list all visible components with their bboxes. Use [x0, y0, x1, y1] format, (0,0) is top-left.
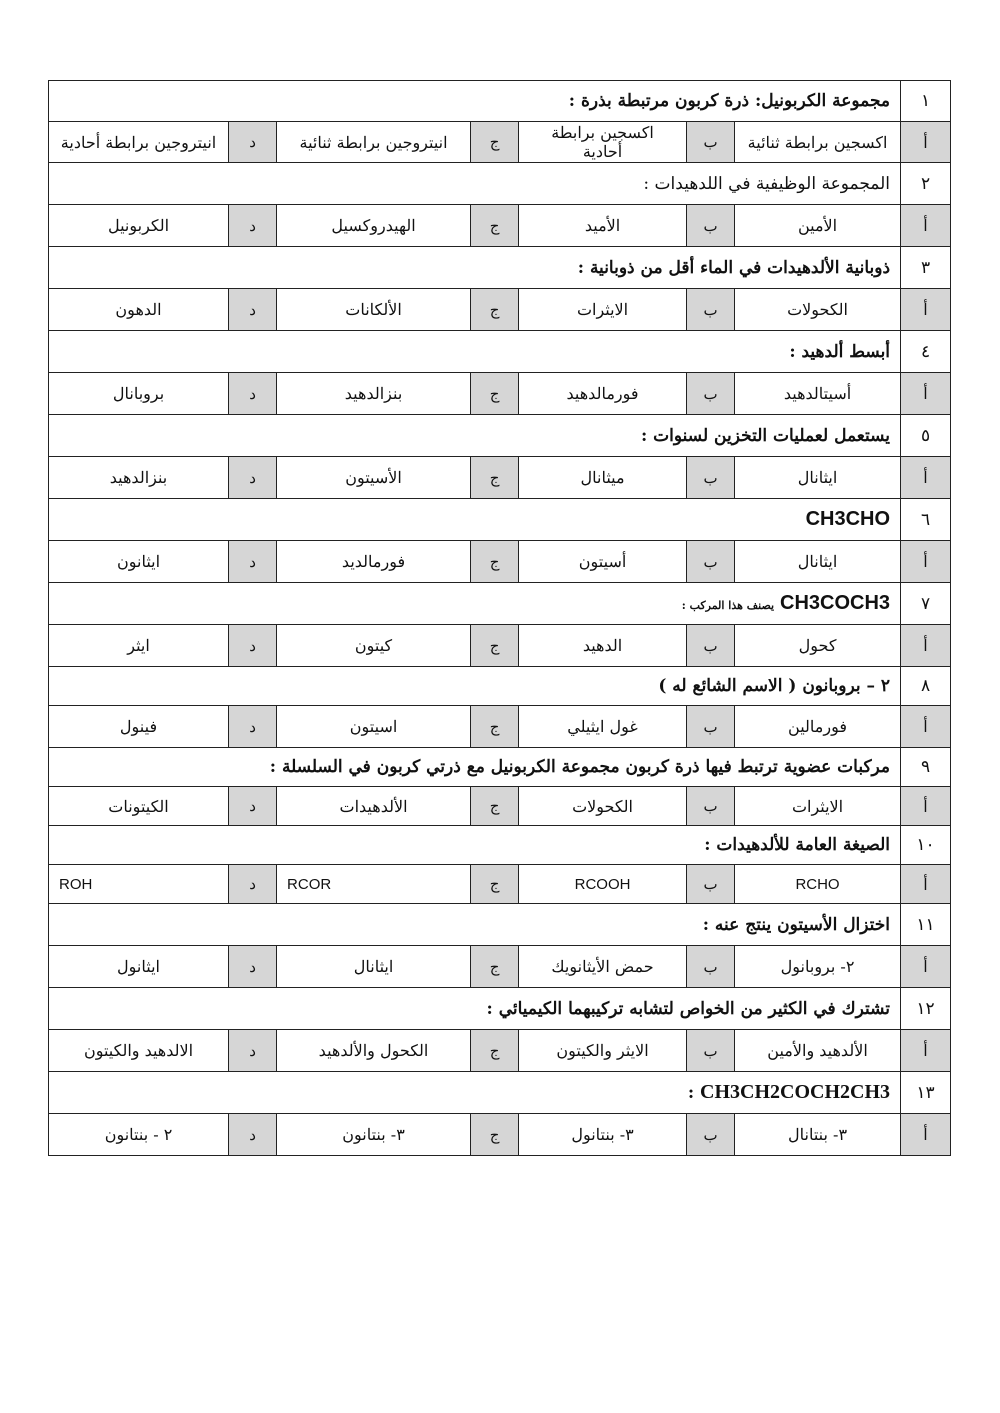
option-label-c: ج	[471, 1030, 519, 1072]
question-row	[49, 583, 951, 625]
question-row	[49, 247, 951, 289]
question-suffix: يصنف هذا المركب :	[681, 599, 775, 612]
option-label-c: ج	[471, 625, 519, 667]
answer-row	[49, 373, 951, 415]
answer-row	[49, 1030, 951, 1072]
option-c[interactable]: ٣- بنتانون	[277, 1114, 471, 1156]
option-label-b: ب	[687, 373, 735, 415]
option-label-a: أ	[901, 865, 951, 904]
option-label-a: أ	[901, 625, 951, 667]
option-d[interactable]: ايثانول	[49, 946, 229, 988]
question-row	[49, 331, 951, 373]
question-text: تشترك في الكثير من الخواص لتشابه تركيبهما الكيميائي :	[49, 988, 901, 1030]
option-label-d: د	[229, 122, 277, 163]
option-label-d: د	[229, 625, 277, 667]
option-label-c: ج	[471, 1114, 519, 1156]
question-text	[49, 499, 901, 541]
question-row	[49, 904, 951, 946]
option-d[interactable]: ٢ - بنتانون	[49, 1114, 229, 1156]
option-label-d: د	[229, 205, 277, 247]
option-label-d: د	[229, 1030, 277, 1072]
chemical-formula: CH3COCH3	[780, 592, 891, 614]
option-c[interactable]: الهيدروكسيل	[277, 205, 471, 247]
option-label-b: ب	[687, 457, 735, 499]
option-b[interactable]: الأميد	[519, 205, 687, 247]
question-row	[49, 415, 951, 457]
option-label-c: ج	[471, 289, 519, 331]
answer-row	[49, 541, 951, 583]
option-d[interactable]: الدهون	[49, 289, 229, 331]
answer-row	[49, 1114, 951, 1156]
option-a[interactable]: الأمين	[735, 205, 901, 247]
option-a[interactable]: أسيتالدهيد	[735, 373, 901, 415]
option-c[interactable]: الألدهيدات	[277, 787, 471, 826]
answer-row	[49, 205, 951, 247]
option-label-b: ب	[687, 865, 735, 904]
question-text: المجموعة الوظيفية في اللدهيدات :	[49, 163, 901, 205]
option-label-b: ب	[687, 289, 735, 331]
option-label-b: ب	[687, 122, 735, 163]
option-label-d: د	[229, 541, 277, 583]
option-label-a: أ	[901, 457, 951, 499]
question-text: مجموعة الكربونيل: ذرة كربون مرتبطة بذرة :	[49, 81, 901, 122]
quiz-sheet	[48, 80, 950, 1156]
question-number: ١٣	[901, 1072, 951, 1114]
question-number: ٣	[901, 247, 951, 289]
option-label-d: د	[229, 1114, 277, 1156]
option-label-b: ب	[687, 1030, 735, 1072]
answer-row	[49, 706, 951, 748]
option-d[interactable]: بروبانال	[49, 373, 229, 415]
question-row	[49, 1072, 951, 1114]
option-label-d: د	[229, 289, 277, 331]
option-d[interactable]: بنزالدهيد	[49, 457, 229, 499]
option-b[interactable]: ٣- بنتانول	[519, 1114, 687, 1156]
option-c[interactable]: فورمالديد	[277, 541, 471, 583]
option-c[interactable]: بنزالدهيد	[277, 373, 471, 415]
option-a[interactable]: RCHO	[735, 865, 901, 904]
question-text: أبسط ألدهيد :	[49, 331, 901, 373]
option-label-d: د	[229, 787, 277, 826]
option-label-b: ب	[687, 706, 735, 748]
option-label-c: ج	[471, 122, 519, 163]
chemical-formula: CH3CH2COCH2CH3	[700, 1081, 891, 1103]
option-b[interactable]: الكحولات	[519, 787, 687, 826]
question-row	[49, 748, 951, 787]
option-d[interactable]: الكيتونات	[49, 787, 229, 826]
option-label-d: د	[229, 865, 277, 904]
option-label-b: ب	[687, 1114, 735, 1156]
option-label-c: ج	[471, 865, 519, 904]
option-a[interactable]: الألدهيد والأمين	[735, 1030, 901, 1072]
option-label-c: ج	[471, 373, 519, 415]
option-d[interactable]: انيتروجين برابطة أحادية	[49, 122, 229, 163]
question-text	[49, 583, 901, 625]
question-row	[49, 163, 951, 205]
option-label-a: أ	[901, 541, 951, 583]
question-number: ١١	[901, 904, 951, 946]
answer-row	[49, 457, 951, 499]
question-number: ٥	[901, 415, 951, 457]
option-label-d: د	[229, 946, 277, 988]
question-row	[49, 988, 951, 1030]
option-c[interactable]: انيتروجين برابطة ثنائية	[277, 122, 471, 163]
option-label-a: أ	[901, 1030, 951, 1072]
option-c[interactable]: ايثانال	[277, 946, 471, 988]
answer-row	[49, 865, 951, 904]
option-a[interactable]: ٣- بنتانال	[735, 1114, 901, 1156]
option-a[interactable]: فورمالين	[735, 706, 901, 748]
option-label-c: ج	[471, 787, 519, 826]
option-label-b: ب	[687, 625, 735, 667]
question-number: ٤	[901, 331, 951, 373]
option-a[interactable]: اكسجين برابطة ثنائية	[735, 122, 901, 163]
chemical-formula: CH3CHO	[805, 508, 891, 530]
question-text: يستعمل لعمليات التخزين لسنوات :	[49, 415, 901, 457]
option-label-a: أ	[901, 787, 951, 826]
option-b[interactable]: ميثانال	[519, 457, 687, 499]
option-label-c: ج	[471, 457, 519, 499]
option-label-d: د	[229, 457, 277, 499]
option-label-c: ج	[471, 706, 519, 748]
question-row	[49, 826, 951, 865]
answer-row	[49, 946, 951, 988]
option-b[interactable]: اكسجين برابطة أحادية	[519, 122, 687, 163]
option-label-c: ج	[471, 541, 519, 583]
question-row	[49, 667, 951, 706]
question-number: ٢	[901, 163, 951, 205]
question-text: ٢ – بروبانون ( الاسم الشائع له )	[49, 667, 901, 706]
question-row	[49, 81, 951, 122]
option-d[interactable]: ايثر	[49, 625, 229, 667]
option-label-b: ب	[687, 787, 735, 826]
option-label-b: ب	[687, 541, 735, 583]
quiz-table	[48, 80, 951, 1156]
option-c[interactable]: RCOR	[277, 865, 471, 904]
option-label-d: د	[229, 706, 277, 748]
option-a[interactable]: كحول	[735, 625, 901, 667]
option-label-b: ب	[687, 946, 735, 988]
option-c[interactable]: الكحول والألدهيد	[277, 1030, 471, 1072]
answer-row	[49, 122, 951, 163]
option-a[interactable]: الكحولات	[735, 289, 901, 331]
answer-row	[49, 625, 951, 667]
question-text: اختزال الأسيتون ينتج عنه :	[49, 904, 901, 946]
answer-row	[49, 787, 951, 826]
question-text	[49, 1072, 901, 1114]
option-label-c: ج	[471, 946, 519, 988]
option-a[interactable]: ايثانال	[735, 541, 901, 583]
option-label-a: أ	[901, 122, 951, 163]
question-text: مركبات عضوية ترتبط فيها ذرة كربون مجموعة الكربونيل مع ذرتي كربون في السلسلة :	[49, 748, 901, 787]
question-row	[49, 499, 951, 541]
option-a[interactable]: ٢- بروبانول	[735, 946, 901, 988]
option-d[interactable]: ROH	[49, 865, 229, 904]
option-d[interactable]: فينول	[49, 706, 229, 748]
option-b[interactable]: الايثرات	[519, 289, 687, 331]
option-c[interactable]: الأسيتون	[277, 457, 471, 499]
option-label-c: ج	[471, 205, 519, 247]
question-number: ٧	[901, 583, 951, 625]
option-label-a: أ	[901, 1114, 951, 1156]
question-text: ذوبانية الألدهيدات في الماء أقل من ذوبانية :	[49, 247, 901, 289]
option-c[interactable]: كيتون	[277, 625, 471, 667]
question-number: ١٢	[901, 988, 951, 1030]
option-a[interactable]: ايثانال	[735, 457, 901, 499]
option-label-a: أ	[901, 706, 951, 748]
option-c[interactable]: الألكانات	[277, 289, 471, 331]
option-b[interactable]: الدهيد	[519, 625, 687, 667]
option-a[interactable]: الايثرات	[735, 787, 901, 826]
question-number: ١٠	[901, 826, 951, 865]
option-label-d: د	[229, 373, 277, 415]
option-label-a: أ	[901, 373, 951, 415]
option-b[interactable]: فورمالدهيد	[519, 373, 687, 415]
answer-row	[49, 289, 951, 331]
option-d[interactable]: الكربونيل	[49, 205, 229, 247]
option-d[interactable]: الالدهيد والكيتون	[49, 1030, 229, 1072]
option-label-b: ب	[687, 205, 735, 247]
option-label-a: أ	[901, 946, 951, 988]
question-number: ١	[901, 81, 951, 122]
question-number: ٦	[901, 499, 951, 541]
question-number: ٩	[901, 748, 951, 787]
option-b[interactable]: غول ايثيلي	[519, 706, 687, 748]
question-text: الصيغة العامة للألدهيدات :	[49, 826, 901, 865]
option-c[interactable]: اسيتون	[277, 706, 471, 748]
question-prefix: :	[687, 1083, 695, 1103]
option-b[interactable]: الايثر والكيتون	[519, 1030, 687, 1072]
option-b[interactable]: حمض الأيثانويك	[519, 946, 687, 988]
option-b[interactable]: RCOOH	[519, 865, 687, 904]
option-label-a: أ	[901, 205, 951, 247]
option-label-a: أ	[901, 289, 951, 331]
question-number: ٨	[901, 667, 951, 706]
option-d[interactable]: ايثانون	[49, 541, 229, 583]
option-b[interactable]: أسيتون	[519, 541, 687, 583]
